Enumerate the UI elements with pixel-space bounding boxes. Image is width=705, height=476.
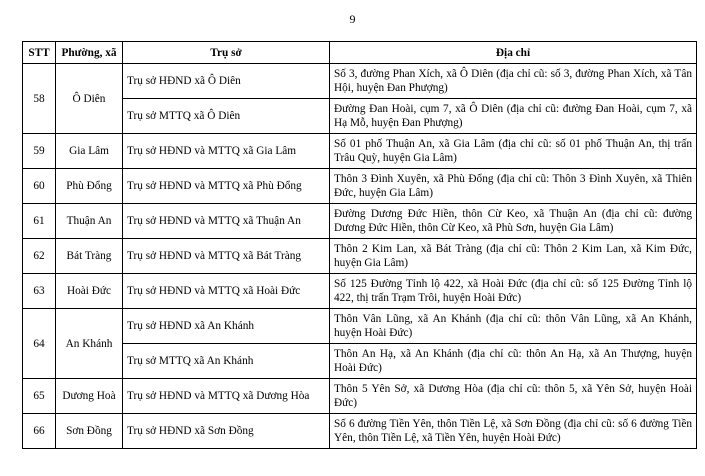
address-cell: Thôn 2 Kim Lan, xã Bát Tràng (địa chỉ cũ: Thôn 2 Kim Lan, xã Kim Đức, huyện Gia Lâm) bbox=[330, 239, 697, 274]
header-address: Địa chỉ bbox=[330, 42, 697, 64]
office-address-table bbox=[22, 41, 697, 449]
ward-cell: Gia Lâm bbox=[56, 134, 123, 169]
stt-cell: 62 bbox=[23, 239, 56, 274]
ward-cell: Bát Tràng bbox=[56, 239, 123, 274]
ward-cell: Ô Diên bbox=[56, 64, 123, 134]
table-row bbox=[23, 414, 697, 449]
table-row bbox=[23, 239, 697, 274]
table-row bbox=[23, 169, 697, 204]
stt-cell: 60 bbox=[23, 169, 56, 204]
table-row bbox=[23, 379, 697, 414]
address-cell: Thôn An Hạ, xã An Khánh (địa chỉ cũ: thôn An Hạ, xã An Thượng, huyện Hoài Đức) bbox=[330, 344, 697, 379]
table-row bbox=[23, 309, 697, 344]
table-row bbox=[23, 344, 697, 379]
table-row bbox=[23, 134, 697, 169]
page-number: 9 bbox=[349, 12, 356, 26]
address-cell: Thôn 3 Đình Xuyên, xã Phù Đổng (địa chỉ cũ: Thôn 3 Đình Xuyên, xã Thiên Đức, huyện Gia Lâm) bbox=[330, 169, 697, 204]
office-cell: Trụ sở HĐND và MTTQ xã Thuận An bbox=[123, 204, 330, 239]
address-cell: Số 125 Đường Tỉnh lộ 422, xã Hoài Đức (địa chỉ cũ: số 125 Đường Tỉnh lộ 422, thị trấn Trạm Trôi, huyện Hoài Đức) bbox=[330, 274, 697, 309]
ward-cell: An Khánh bbox=[56, 309, 123, 379]
header-stt: STT bbox=[23, 42, 56, 64]
address-cell: Đường Dương Đức Hiền, thôn Cừ Keo, xã Thuận An (địa chỉ cũ: đường Dương Đức Hiền, thôn Cừ Keo, xã Phù Sơn, huyện Gia Lâm) bbox=[330, 204, 697, 239]
stt-cell: 66 bbox=[23, 414, 56, 449]
office-cell: Trụ sở HĐND xã An Khánh bbox=[123, 309, 330, 344]
office-cell: Trụ sở MTTQ xã Ô Diên bbox=[123, 99, 330, 134]
stt-cell: 59 bbox=[23, 134, 56, 169]
table-row bbox=[23, 274, 697, 309]
stt-cell: 58 bbox=[23, 64, 56, 134]
header-ward: Phường, xã bbox=[56, 42, 123, 64]
table-row bbox=[23, 99, 697, 134]
address-cell: Đường Đan Hoài, cụm 7, xã Ô Diên (địa chỉ cũ: đường Đan Hoài, cụm 7, xã Hạ Mỗ, huyện Đan Phượng) bbox=[330, 99, 697, 134]
ward-cell: Thuận An bbox=[56, 204, 123, 239]
header-office: Trụ sở bbox=[123, 42, 330, 64]
stt-cell: 61 bbox=[23, 204, 56, 239]
ward-cell: Sơn Đồng bbox=[56, 414, 123, 449]
address-cell: Số 3, đường Phan Xích, xã Ô Diên (địa chỉ cũ: số 3, đường Phan Xích, xã Tân Hội, huyện Đan Phượng) bbox=[330, 64, 697, 99]
table-header-row bbox=[23, 42, 697, 64]
table-row bbox=[23, 64, 697, 99]
office-cell: Trụ sở HĐND xã Ô Diên bbox=[123, 64, 330, 99]
stt-cell: 63 bbox=[23, 274, 56, 309]
ward-cell: Hoài Đức bbox=[56, 274, 123, 309]
office-cell: Trụ sở MTTQ xã An Khánh bbox=[123, 344, 330, 379]
address-cell: Thôn 5 Yên Sở, xã Dương Hòa (địa chỉ cũ: thôn 5, xã Yên Sở, huyện Hoài Đức) bbox=[330, 379, 697, 414]
office-cell: Trụ sở HĐND và MTTQ xã Bát Tràng bbox=[123, 239, 330, 274]
office-cell: Trụ sở HĐND và MTTQ xã Dương Hòa bbox=[123, 379, 330, 414]
stt-cell: 65 bbox=[23, 379, 56, 414]
stt-cell: 64 bbox=[23, 309, 56, 379]
office-cell: Trụ sở HĐND xã Sơn Đồng bbox=[123, 414, 330, 449]
address-cell: Số 6 đường Tiền Yên, thôn Tiền Lệ, xã Sơn Đồng (địa chỉ cũ: số 6 đường Tiền Yên, thôn Tiền Lệ, xã Tiền Yên, huyện Hoài Đức) bbox=[330, 414, 697, 449]
ward-cell: Phù Đổng bbox=[56, 169, 123, 204]
office-cell: Trụ sở HĐND và MTTQ xã Phù Đổng bbox=[123, 169, 330, 204]
office-cell: Trụ sở HĐND và MTTQ xã Hoài Đức bbox=[123, 274, 330, 309]
ward-cell: Dương Hoà bbox=[56, 379, 123, 414]
office-cell: Trụ sở HĐND và MTTQ xã Gia Lâm bbox=[123, 134, 330, 169]
table-row bbox=[23, 204, 697, 239]
address-cell: Số 01 phố Thuận An, xã Gia Lâm (địa chỉ cũ: số 01 phố Thuận An, thị trấn Trâu Quỳ, huyện Gia Lâm) bbox=[330, 134, 697, 169]
address-cell: Thôn Vân Lũng, xã An Khánh (địa chỉ cũ: thôn Vân Lũng, xã An Khánh, huyện Hoài Đức) bbox=[330, 309, 697, 344]
